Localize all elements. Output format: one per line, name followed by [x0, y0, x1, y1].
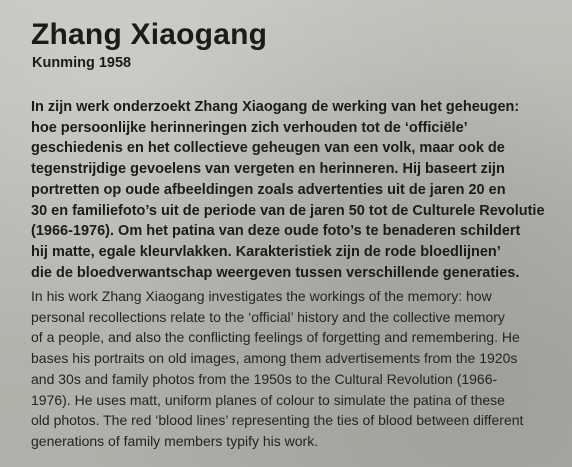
english-line: generations of family members typify his work.: [31, 432, 319, 449]
dutch-line: die de bloedverwantschap weergeven tussen verschillende generaties.: [31, 264, 520, 281]
english-line: In his work Zhang Xiaogang investigates the workings of the memory: how: [31, 288, 492, 304]
dutch-line: hoe persoonlijke herinneringen zich verhouden tot de ‘officiële’: [31, 119, 468, 136]
english-line: personal recollections relate to the ‘official’ history and the collective memory: [31, 308, 505, 325]
dutch-line: In zijn werk onderzoekt Zhang Xiaogang de werking van het geheugen:: [31, 99, 520, 115]
dutch-paragraph: [31, 97, 545, 283]
dutch-line: (1966-1976). Om het patina van deze oude foto’s te benaderen schildert: [31, 223, 521, 240]
dutch-line: 30 en familiefoto’s uit de periode van de jaren 50 tot de Culturele Revolutie: [31, 202, 545, 219]
artist-name: Zhang Xiaogang: [31, 18, 268, 51]
english-line: 1976). He uses matt, uniform planes of colour to simulate the patina of these: [31, 391, 505, 408]
english-line: and 30s and family photos from the 1950s to the Cultural Revolution (1966-: [31, 370, 498, 387]
english-paragraph: [31, 286, 523, 452]
dutch-line: portretten op oude afbeeldingen zoals advertenties uit de jaren 20 en: [31, 181, 506, 198]
birth-info: Kunming 1958: [32, 55, 132, 71]
english-line: old photos. The red ‘blood lines’ representing the ties of blood between different: [31, 412, 524, 429]
english-line: of a people, and also the conflicting feelings of forgetting and remembering. He: [31, 329, 520, 346]
dutch-line: hij matte, egale kleurvlakken. Karakteristiek zijn de rode bloedlijnen’: [31, 243, 501, 260]
dutch-line: tegenstrijdige gevoelens van vergeten en herinneren. Hij baseert zijn: [31, 161, 505, 178]
english-line: bases his portraits on old images, among them advertisements from the 1920s: [31, 350, 518, 367]
dutch-line: geschiedenis en het collectieve geheugen van een volk, maar ook de: [31, 140, 505, 157]
